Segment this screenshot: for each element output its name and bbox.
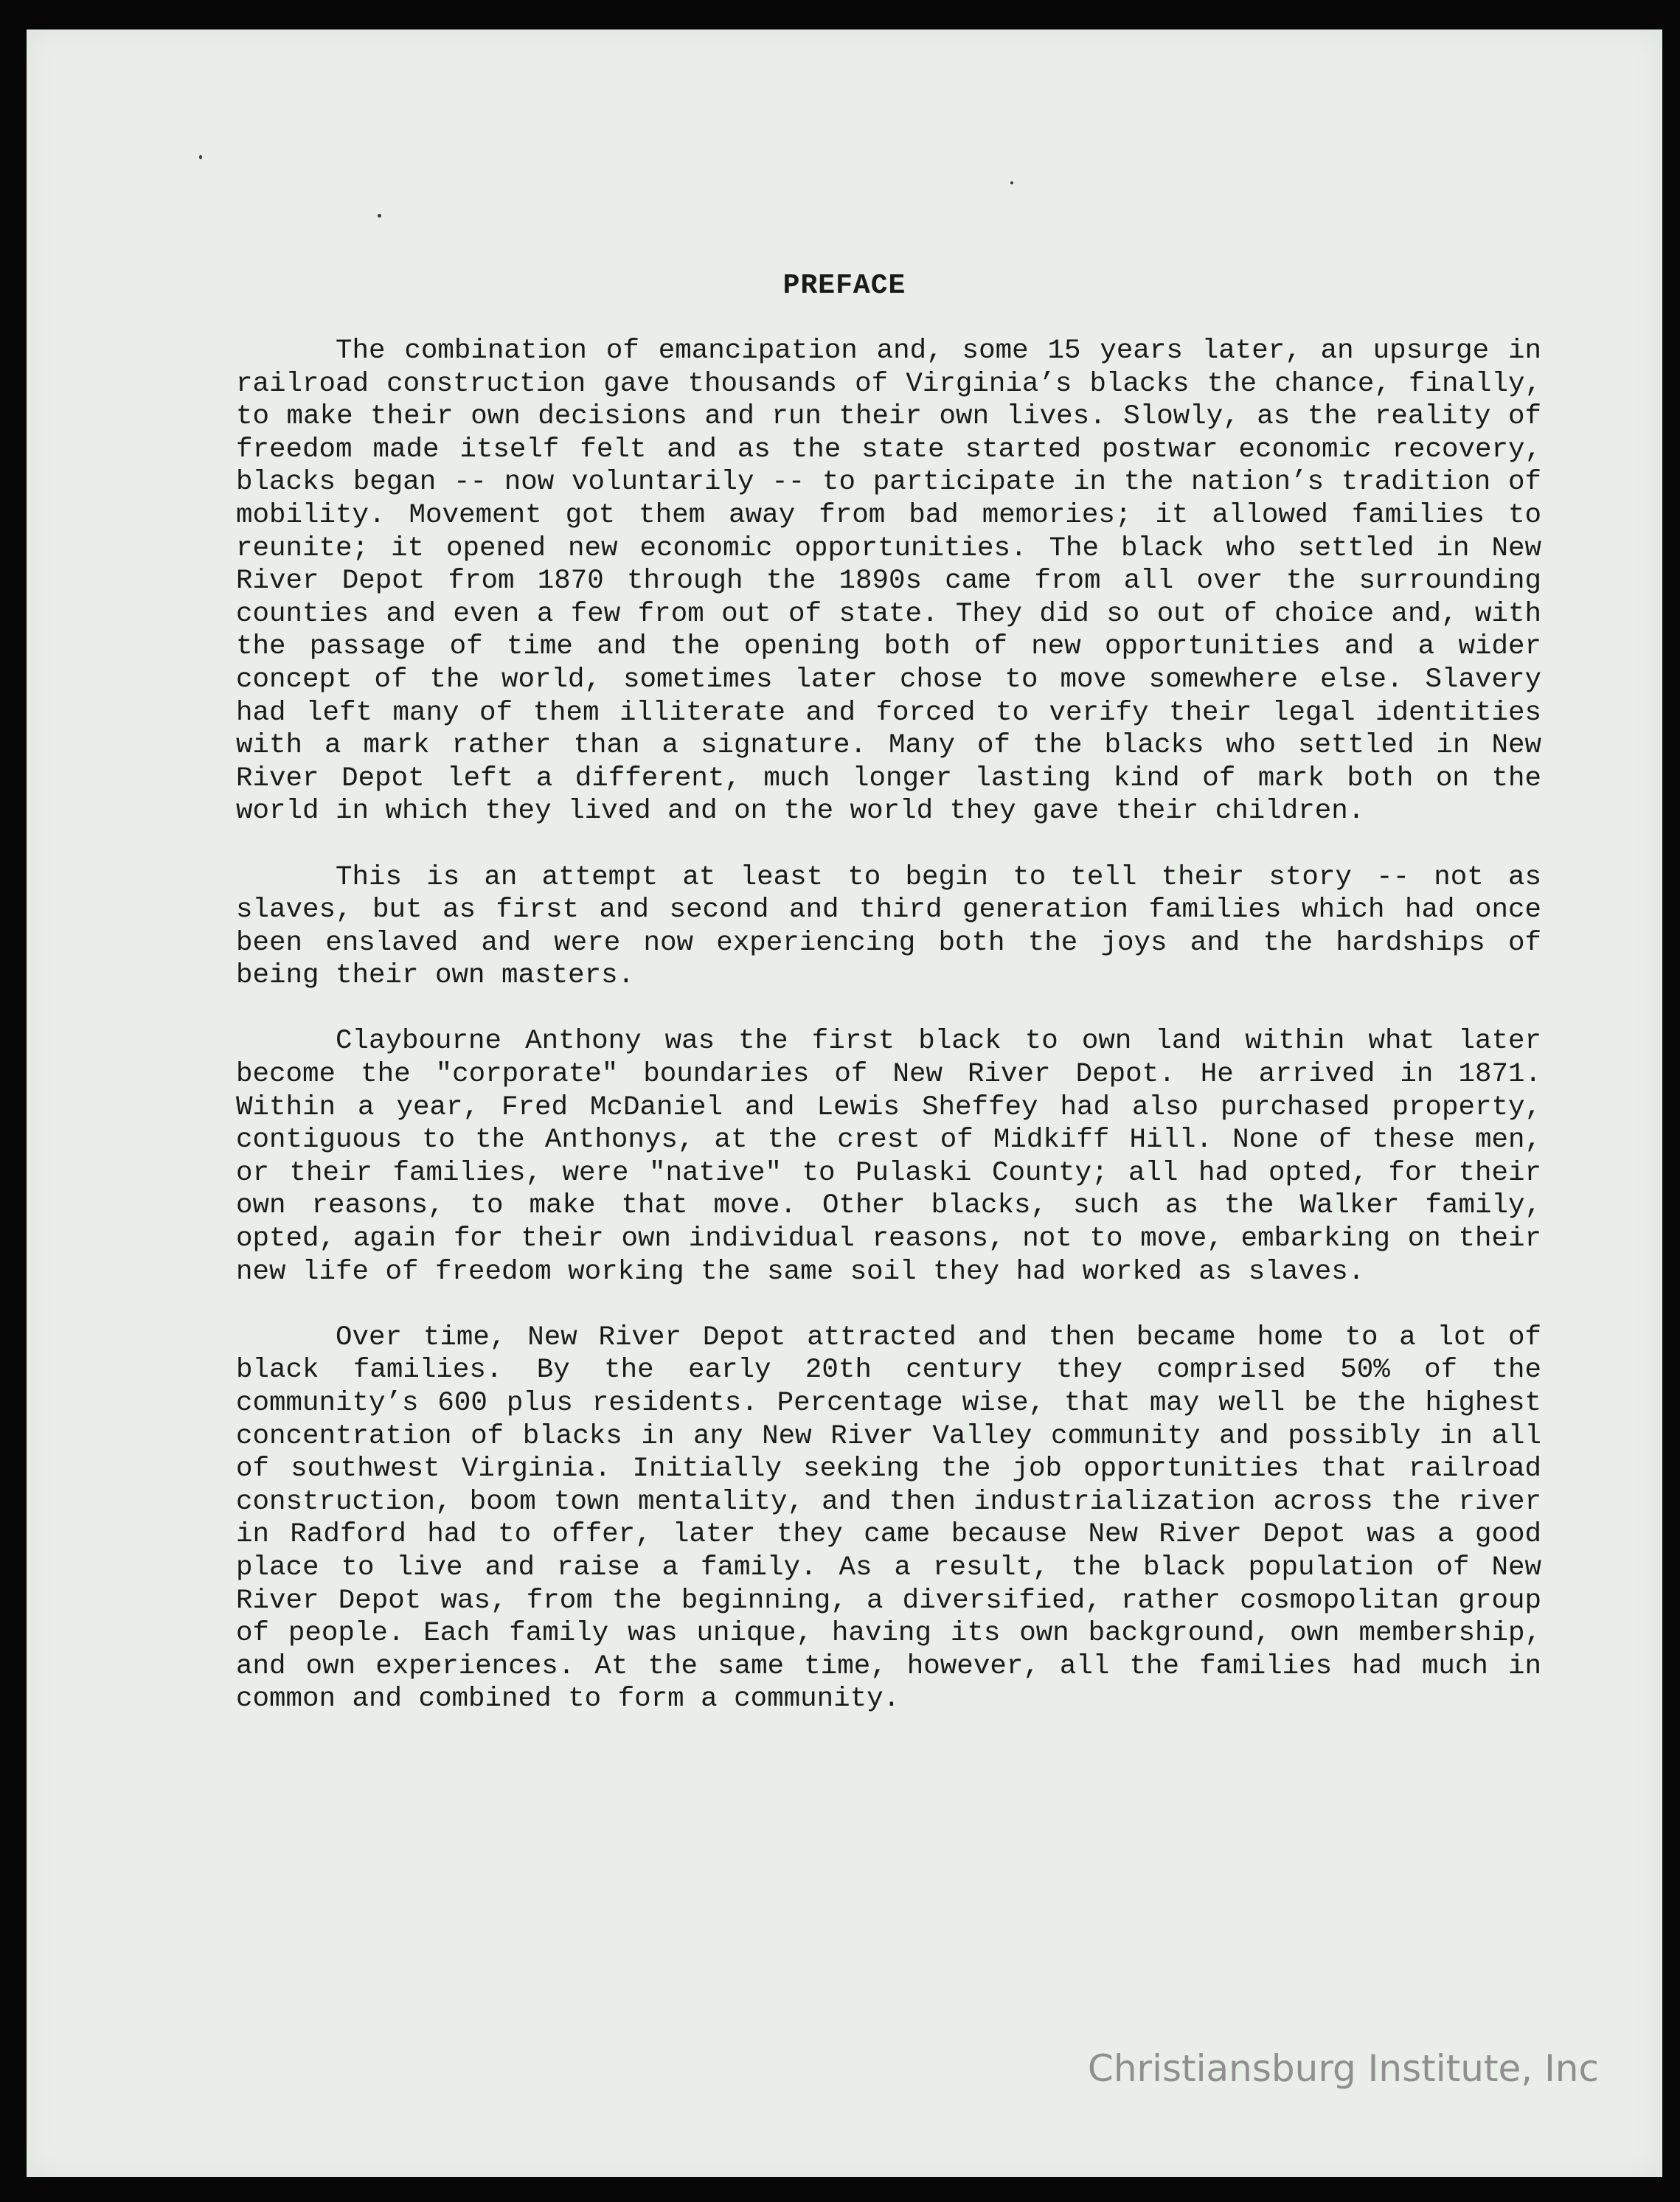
paper-speck — [378, 214, 381, 218]
page-title: PREFACE — [782, 270, 906, 302]
watermark-text: Christiansburg Institute, Inc — [1087, 2047, 1599, 2090]
paper-sheet — [27, 29, 1662, 2177]
paragraph: Over time, New River Depot attracted and then became home to a lot of black families. By the early 20th century they comprised 50% of the community’s 600 plus residents. Percentage wise, that may well be the highest concentration of blacks in any New River Valley community and possibly in all of southwest Virginia. Initially seeking the job opportunities that railroad construction, boom town mentality, and then industrialization across the river in Radford had to offer, later they came because New River Depot was a good place to live and raise a family. As a result, the black population of New River Depot was, from the beginning, a diversified, rather cosmopolitan group of people. Each family was unique, having its own background, own membership, and own experiences. At the same time, however, all the families had much in common and combined to form a community. — [236, 1321, 1541, 1715]
paragraph: The combination of emancipation and, some 15 years later, an upsurge in railroad construction gave thousands of Virginia’s blacks the chance, finally, to make their own decisions and run their own lives. Slowly, as the reality of freedom made itself felt and as the state started postwar economic recovery, blacks began -- now voluntarily -- to participate in the nation’s tradition of mobility. Movement got them away from bad memories; it allowed families to reunite; it opened new economic opportunities. The black who settled in New River Depot from 1870 through the 1890s came from all over the surrounding counties and even a few from out of state. They did so out of choice and, with the passage of time and the opening both of new opportunities and a wider concept of the world, sometimes later chose to move somewhere else. Slavery had left many of them illiterate and forced to verify their legal identities with a mark rather than a signature. Many of the blacks who settled in New River Depot left a different, much longer lasting kind of mark both on the world in which they lived and on the world they gave their children. — [236, 336, 1541, 827]
paper-speck — [1010, 181, 1013, 184]
paper-speck — [199, 155, 202, 159]
paragraph: This is an attempt at least to begin to tell their story -- not as slaves, but as first and second and third generation families which had once been enslaved and were now experiencing both the joys and the hardships of being their own masters. — [236, 861, 1541, 992]
document-body — [236, 335, 1541, 1716]
paragraph: Claybourne Anthony was the first black to own land within what later become the "corporate" boundaries of New River Depot. He arrived in 1871. Within a year, Fred McDaniel and Lewis Sheffey had also purchased property, contiguous to the Anthonys, at the crest of Midkiff Hill. None of these men, or their families, were "native" to Pulaski County; all had opted, for their own reasons, to make that move. Other blacks, such as the Walker family, opted, again for their own individual reasons, not to move, embarking on their new life of freedom working the same soil they had worked as slaves. — [236, 1026, 1541, 1288]
